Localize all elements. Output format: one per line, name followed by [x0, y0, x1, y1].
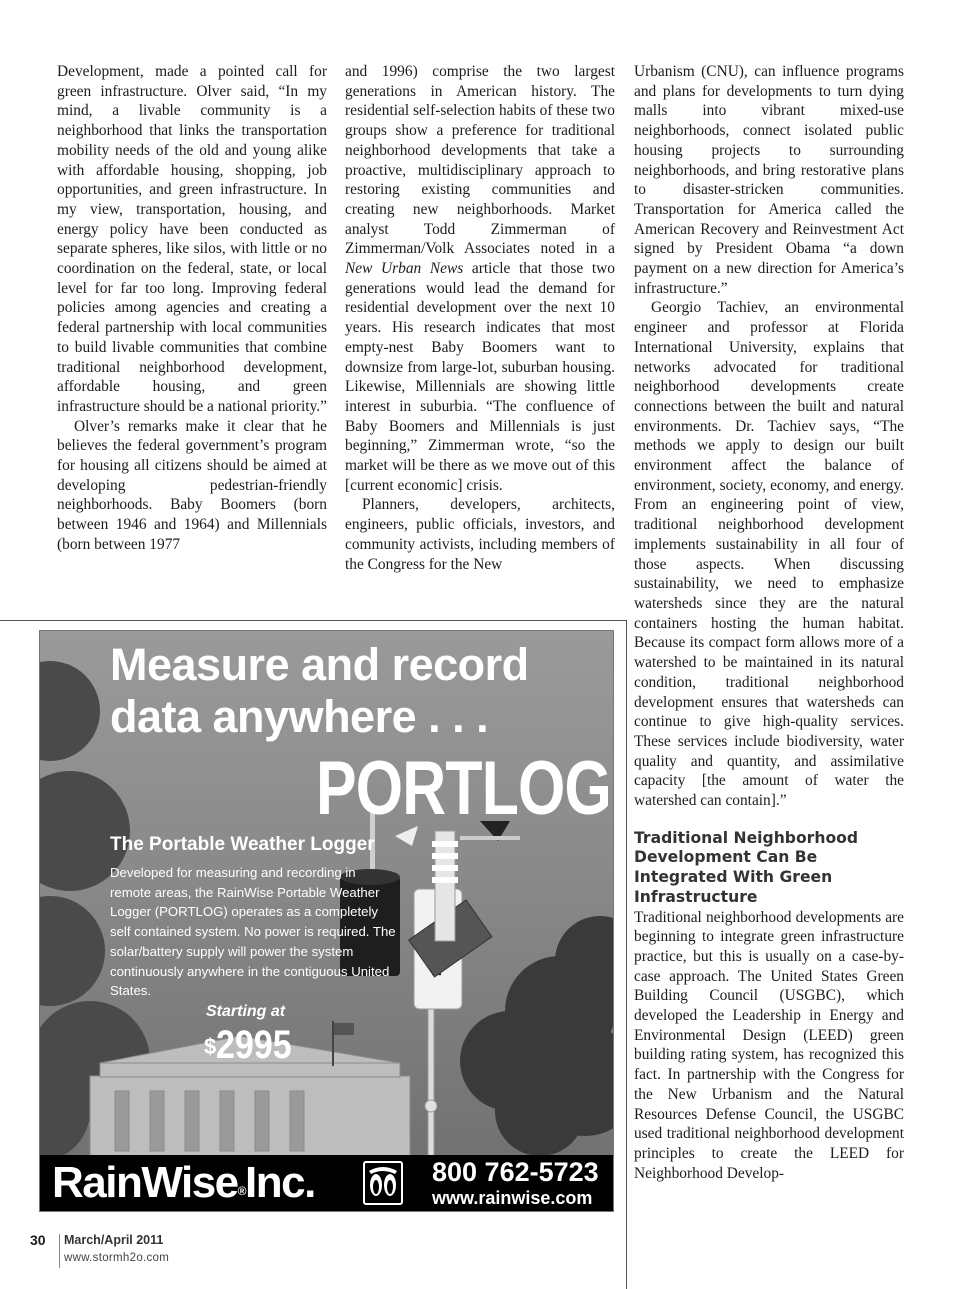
tree-foliage-right [460, 916, 613, 1156]
ad-divider-horizontal [0, 620, 627, 621]
article-paragraph: Development, made a pointed call for green infrastructure. Olver said, “In my mind, a livable community is a neighborhood that links the transportation mobility needs of the old and young alike with affordable housing, shopping, job opportunities, and green infrastructure. In my view, transportation, housing, and energy policy have been conducted as separate spheres, like silos, with little or no coordination on the federal, state, or local level for far too long. Improving federal policies among agencies and creating a federal partnership with local communities to build livable communities that combine traditional neighborhood development, affordable housing, and green infrastructure should be a national priority.” [57, 63, 327, 415]
footer-divider [59, 1234, 60, 1268]
ad-phone-number[interactable]: 800 762-5723 [432, 1157, 599, 1187]
issue-date: March/April 2011 [64, 1233, 164, 1247]
ad-product-name: PORTLOG [316, 746, 612, 831]
penguins-icon [365, 1163, 401, 1203]
ad-headline-line: Measure and record [110, 639, 529, 690]
article-paragraph: Urbanism (CNU), can influence programs and plans for developments to turn dying malls into vibrant mixed-use neighborhoods, connect isolated public housing projects to surrounding neighborhoods, and bring restorative plans to disaster-stricken communities. Transportation for America called the American Recovery and Reinvestment Act signed by President Obama “a down payment on a new direction for America’s infrastructure.” [634, 63, 904, 297]
article-paragraph: Traditional neighborhood developments are beginning to integrate green infrastructure practice, but this is usually on a case-by-case approach. The United States Green Building Council (USGBC), which developed the Leadership in Energy and Environmental Design (LEED) green building rating system, has recognized this fact. In partnership with the Congress for the New Urbanism and the Natural Resources Defense Council, the USGBC used traditional neighborhood development principles to create the LEED for Neighborhood Develop- [634, 908, 904, 1182]
registered-mark: ® [237, 1184, 245, 1198]
rainwise-logo-icon [363, 1161, 403, 1205]
article-column-1 [57, 62, 327, 555]
ad-body-text: Developed for measuring and recording in remote areas, the RainWise Portable Weather Logger (PORTLOG) operates as a completely self contained system. No power is required. The solar/battery supply will power the system continuously anywhere in the contiguous United States. [110, 865, 396, 999]
ad-contact-bar [40, 1155, 613, 1211]
article-column-3 [634, 62, 904, 1183]
ad-price [204, 1023, 305, 1067]
ad-starting-label: Starting at [206, 1003, 286, 1020]
text-run: article that those two generations would lead the demand for residential development over the next 10 years. His research indicates that most empty-nest Baby Boomers want to downsize from large-lot, suburban housing. Likewise, Millennials are showing little interest in suburbia. “The confluence of Baby Boomers and Millennials is just beginning,” Zimmerman wrote, “so the market will be there as we move out of this [current economic] crisis. [345, 260, 615, 494]
ad-price-value: 2995 [216, 1023, 292, 1067]
company-suffix: Inc. [245, 1158, 315, 1207]
article-column-2 [345, 62, 615, 574]
text-run: and 1996) comprise the two largest generations in American history. The residential self-selection habits of these two groups show a preference for traditional neighborhood developments that take a proactive, multidisciplinary approach to restoring existing communities and creating new neighborhoods. Market analyst Todd Zimmerman of Zimmerman/Volk Associates noted in a [345, 63, 615, 258]
ad-website-link[interactable]: www.rainwise.com [432, 1188, 593, 1208]
footer-website-link[interactable]: www.stormh2o.com [64, 1252, 170, 1264]
article-paragraph: Olver’s remarks make it clear that he believes the federal government’s program for housing all citizens should be aimed at developing pedestrian-friendly neighborhoods. Baby Boomers (born between 1946 and 1964) and Millennials (born between 1977 [57, 417, 327, 553]
company-logo-text [52, 1157, 315, 1209]
article-paragraph: Planners, developers, architects, engineers, public officials, investors, and community activists, including members of the Congress for the New [345, 496, 615, 573]
rainwise-advertisement[interactable] [39, 630, 614, 1212]
publication-title: New Urban News [345, 260, 464, 278]
article-paragraph: Georgio Tachiev, an environmental engineer and professor at Florida International University, explains that networks advocated for traditional neighborhood developments create connections between the built and natural environments. Dr. Tachiev says, “The methods we apply to design our built environment affect the balance of environment, society, economy, and energy. From an engineering point of view, traditional neighborhood development implements sustainability in all four of those aspects. When discussing sustainability, we need to emphasize watersheds since they are the natural containers hosting the human habitat. Because its compact form allows more of a watershed to be maintained in its natural condition, traditional neighborhood development ensures that watersheds can continue to give high-quality services. These services include biodiversity, water quality and quantity, and assimilative capacity [the amount of water the watershed can contain].” [634, 299, 904, 810]
ad-price-currency: $ [204, 1034, 217, 1059]
article-paragraph [345, 62, 615, 495]
company-name: RainWise [52, 1158, 238, 1207]
ad-divider-vertical [626, 620, 627, 1289]
section-subhead: Traditional Neighborhood Development Can Be Integrated With Green Infrastructure [634, 828, 859, 906]
page-number: 30 [30, 1232, 46, 1248]
ad-tagline: The Portable Weather Logger [110, 834, 375, 855]
ad-headline-line: data anywhere . . . [110, 691, 489, 742]
ad-headline [110, 639, 590, 743]
